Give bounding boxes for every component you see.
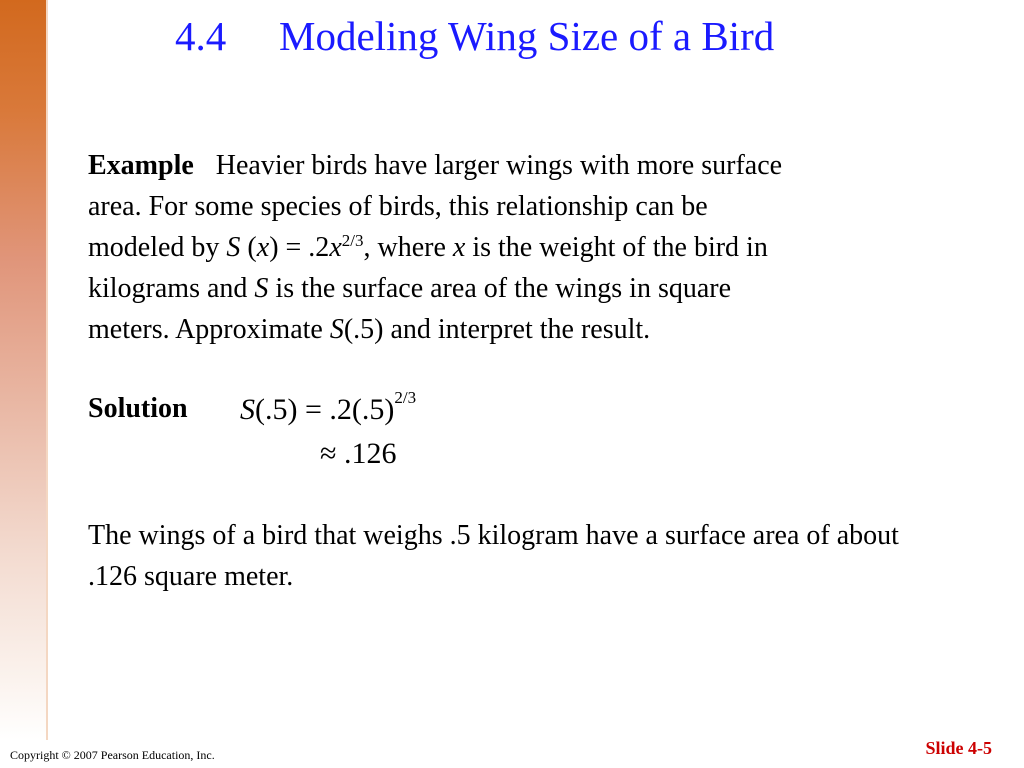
equals-coefficient: ) = .2 [269,232,330,263]
example-line-4b: is the surface area of the wings in square [268,273,732,304]
eq-exponent: 2/3 [394,388,417,407]
conclusion-text: The wings of a bird that weighs .5 kilogram have a surface area of about .126 square meter. [88,520,899,592]
example-block [88,145,948,350]
var-x-base: x [329,232,342,263]
example-line-5b: (.5) and interpret the result. [343,314,651,345]
example-line-5a: meters. Approximate [88,314,330,345]
example-label: Example [88,150,194,181]
var-S-2: S [254,273,269,304]
slide-number: Slide 4-5 [925,738,992,758]
copyright-notice: Copyright © 2007 Pearson Education, Inc. [10,748,215,762]
var-S-3: S [329,314,344,345]
example-line-3c: is the weight of the bird in [465,232,768,263]
var-x: x [256,232,270,263]
example-paragraph [88,145,948,350]
example-line-2: area. For some species of birds, this relationship can be [88,191,708,222]
side-decoration-rule [46,0,48,740]
eq-rest: (.5) = .2(.5) [255,393,395,426]
var-x-2: x [452,232,466,263]
solution-label: Solution [88,393,188,424]
side-decoration-bar [0,0,46,740]
slide-title [175,12,774,60]
equation-line-1 [240,388,417,427]
example-line-3b: , where [363,232,453,263]
equation-line-2: ≈ .126 [320,437,397,470]
var-S: S [226,232,241,263]
example-line-4a: kilograms and [88,273,255,304]
open-paren: ( [240,232,257,263]
slide-title-number: 4.4 [175,13,227,59]
eq-var-S: S [240,393,255,426]
slide-title-text: Modeling Wing Size of a Bird [279,13,775,59]
example-line-1: Heavier birds have larger wings with more surface [215,150,783,181]
example-line-3a: modeled by [88,232,227,263]
exponent: 2/3 [341,231,364,250]
